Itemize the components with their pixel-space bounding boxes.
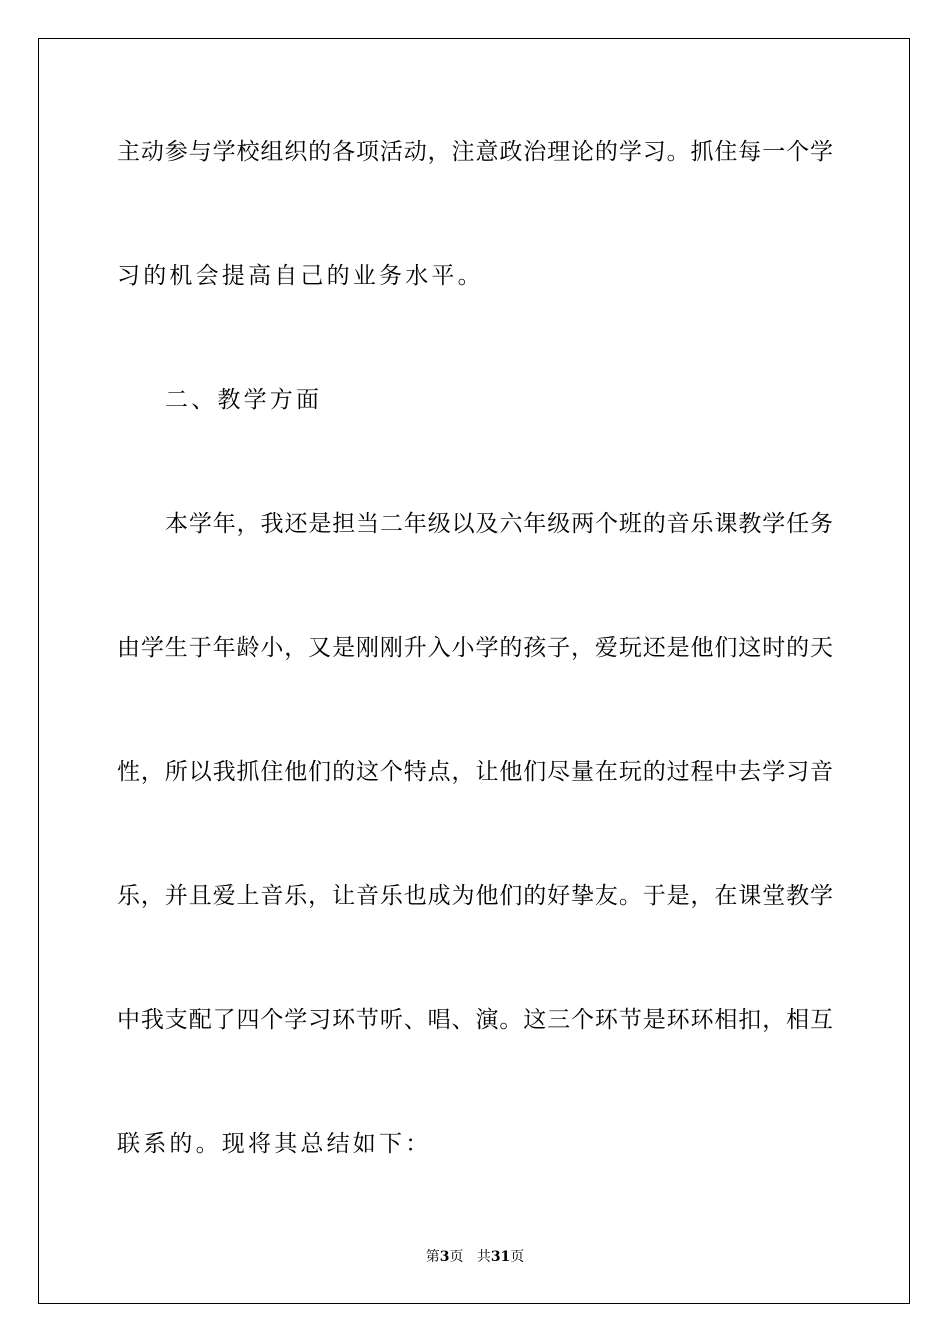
body-line-3: 本学年，我还是担当二年级以及六年级两个班的音乐课教学任务 bbox=[165, 511, 833, 537]
body-line-1: 主动参与学校组织的各项活动，注意政治理论的学习。抓住每一个学 bbox=[117, 139, 833, 165]
footer-total-pages: 31 bbox=[490, 1249, 511, 1265]
page-footer bbox=[0, 1248, 950, 1266]
body-line-6: 乐，并且爱上音乐，让音乐也成为他们的好挚友。于是，在课堂教学 bbox=[117, 883, 833, 909]
footer-page-number: 3 bbox=[439, 1249, 450, 1265]
footer-total-suffix: 页 bbox=[510, 1249, 525, 1265]
body-line-7: 中我支配了四个学习环节听、唱、演。这三个环节是环环相扣，相互 bbox=[117, 1007, 833, 1033]
page-border bbox=[38, 38, 910, 1304]
section-heading: 二、教学方面 bbox=[165, 387, 323, 413]
body-line-2: 习的机会提高自己的业务水平。 bbox=[117, 263, 484, 289]
body-line-8: 联系的。现将其总结如下： bbox=[117, 1131, 432, 1157]
footer-prefix: 第 bbox=[425, 1249, 440, 1265]
footer-total-prefix: 共 bbox=[476, 1249, 491, 1265]
body-line-5: 性，所以我抓住他们的这个特点，让他们尽量在玩的过程中去学习音 bbox=[117, 759, 833, 785]
footer-page-suffix: 页 bbox=[449, 1249, 464, 1265]
body-line-4: 由学生于年龄小，又是刚刚升入小学的孩子，爱玩还是他们这时的天 bbox=[117, 635, 833, 661]
